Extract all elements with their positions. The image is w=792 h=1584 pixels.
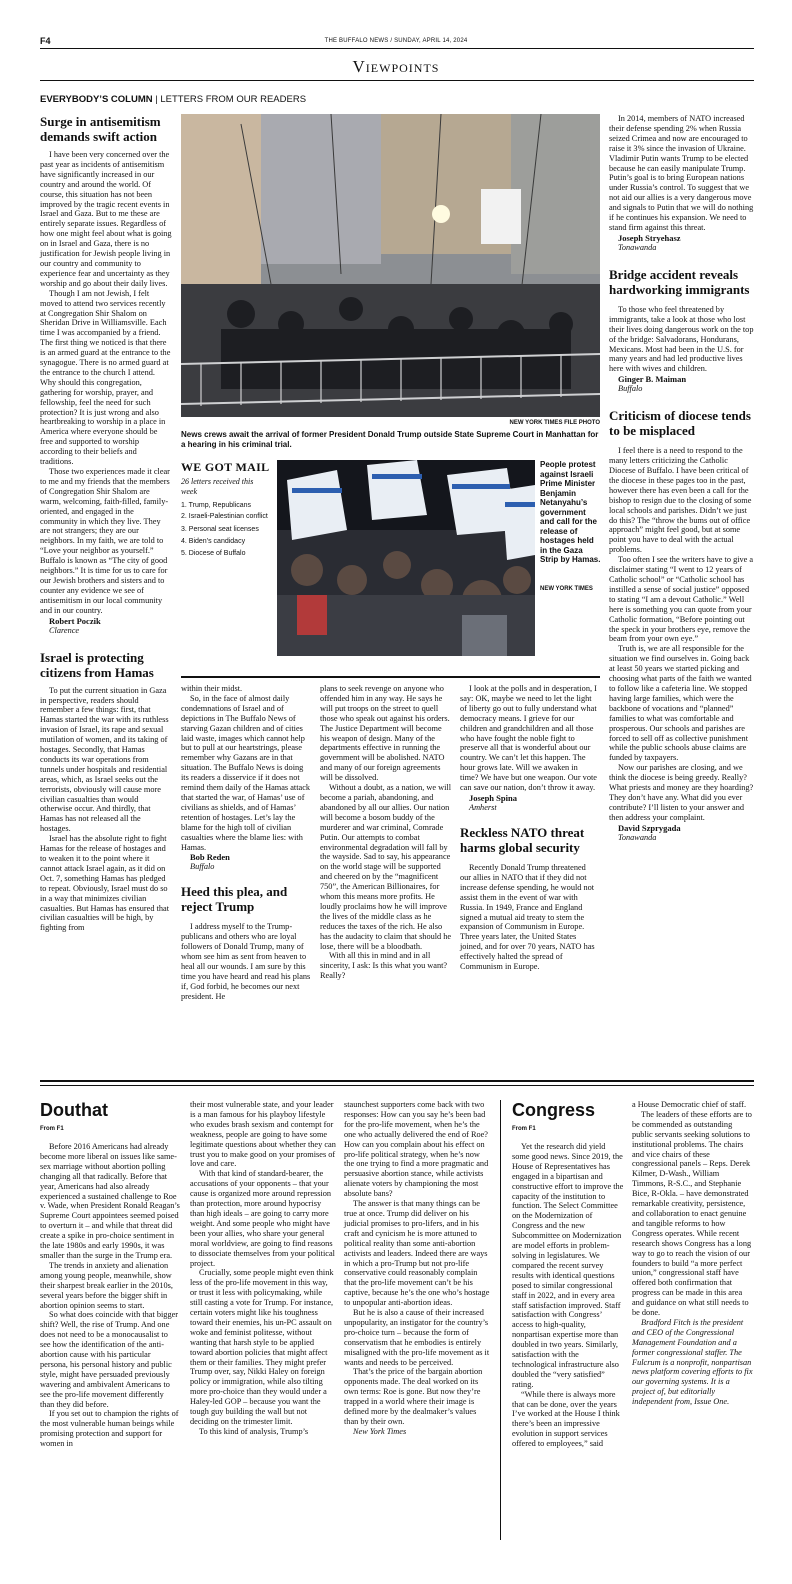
letter-body xyxy=(181,922,313,1001)
letter-body xyxy=(460,863,598,972)
paragraph: But he is also a cause of their increased unpopularity, an instigator for the country’s pro-choice turn – because the form of conservatism that he embodies is entirely misaligned with the pro-life movement as it wants and needs to be perceived. xyxy=(344,1308,490,1367)
mail-subtitle: 26 letters received this week xyxy=(181,477,254,496)
paragraph: I have been very concerned over the past year as incidents of antisemitism have significantly increased in our country and around the world. Of course, this situation has not been improved by the tragic recent events in Israel and Gaza. But to me these are entirely separate issues. Regardless of how one might feel about what is going on in Israel and Gaza, there is no justification for Jewish people living in our country and community to experience fear and uncertainty as they worship and go about their daily lives. xyxy=(40,150,172,288)
paragraph: staunchest supporters come back with two responses: How can you say he’s been bad for the pro-life movement, when he’s the one who actually delivered the end of Roe? How can you complain about his effect on pro-life political strategy, when he’s now the one trying to find a more pragmatic and persuasive abortion stance, while activists alienate voters by championing the most absolute bans? xyxy=(344,1100,489,1199)
paragraph: With that kind of standard-bearer, the accusations of your opponents – that your cause is organized more around repression than protection, more around hypocrisy than high ideals – are going to carry more weight. And some people who might have been your allies, who share your general moral worldview, are going to find reasons to dissociate themselves from your political project. xyxy=(190,1169,335,1268)
author: Bob Reden xyxy=(190,852,230,863)
protest-image xyxy=(277,460,535,656)
letter-continuation xyxy=(181,684,313,1002)
letter-body xyxy=(320,684,452,981)
paragraph: If you set out to champion the rights of the most vulnerable human beings while promising protection and support for women in xyxy=(40,1409,179,1449)
letter-body xyxy=(609,305,754,374)
paragraph: The leaders of these efforts are to be commended as outstanding public servants seeking solutions to institutional problems. The chairs and vice chairs of these congressional panels – Reps. Derek Kilmer, D-Wash., William Timmons, R-S.C., and Stephanie Bice, R-Okla. – have demonstrated remarkable creativity, persistence, and collaboration to enact genuine and tangible reforms to how Congress operates. While recent research shows Congress has a long way to go to reach the vision of our founders to build “a more perfect union,” congressional staff have offered both confirmation that progress can be made in this area and guidance on what still needs to be done. xyxy=(632,1109,752,1318)
paragraph: Recently Donald Trump threatened our allies in NATO that if they did not increase defense spending, he would not assist them in the event of war with Russia. In 1949, France and England signed a mutual aid treaty to stem the expansion of Communism in Europe. Three years later, the United States joined, and for over 70 years, NATO has effectively halted the spread of Communism in Europe. xyxy=(460,862,595,972)
protest-credit: NEW YORK TIMES xyxy=(540,586,593,592)
headline: Reckless NATO threat harms global security xyxy=(460,824,585,855)
letter-heed-end xyxy=(460,684,598,972)
mail-box xyxy=(181,460,271,560)
list-item: 1. Trump, Republicans xyxy=(181,502,252,509)
letter-body xyxy=(609,446,754,822)
section-title: Viewpoints xyxy=(352,57,440,76)
town: Buffalo xyxy=(190,862,215,872)
paragraph: Before 2016 Americans had already become more liberal on issues like same-sex marriage without abortion polling changing all that radically. Before that year, Americans had also already experienced a sustained challenge to Roe v. Wade, when President Ronald Reagan’s Supreme Court appointees seemed poised to overturn it – and while that threat did create a spike in pro-choice sentiment in the late 1980s and early 1990s, it was smaller than the surge in the Trump era. xyxy=(40,1142,180,1260)
letter-body xyxy=(40,150,172,616)
list-item: 5. Diocese of Buffalo xyxy=(181,550,246,557)
congress-col-2 xyxy=(632,1100,754,1407)
author: Joseph Stryehasz xyxy=(618,232,681,243)
town: Tonawanda xyxy=(618,242,657,252)
paragraph: plans to seek revenge on anyone who offended him in any way. He says he will put troops on the street to quell those who speak out against his orders. The Justice Department will become his weapon of design. Many of the departments effective in running the government will be abolished. NATO and many of our foreign agreements will be dissolved. xyxy=(320,684,450,783)
douthat-jump: From F1 xyxy=(40,1126,64,1132)
trump-court-photo xyxy=(181,114,600,417)
congress-headline: Congress xyxy=(512,1100,596,1120)
paragraph: their most vulnerable state, and your leader is a man famous for his playboy lifestyle who exudes brash sexism and contempt for weakness, people are going to have some legitimate questions about whether they can trust you to make good on your promises of love and care. xyxy=(190,1100,336,1169)
dateline: THE BUFFALO NEWS / SUNDAY, APRIL 14, 2024 xyxy=(324,38,468,44)
list-item: 4. Biden’s candidacy xyxy=(181,538,246,545)
paragraph: I feel there is a need to respond to the many letters criticizing the Catholic Diocese of Buffalo. I have been critical of the diocese in these pages too in the past, however there has even been a call for the bishop to resign due to the closing of some local schools and parishes. Didn’t we just do this? The “throw the bums out of office approach” might feel good, but at some point you have to deal with the actual problems. xyxy=(609,446,752,555)
author: Ginger B. Maiman xyxy=(618,374,687,385)
congress-col-1 xyxy=(512,1142,624,1449)
list-item: 3. Personal seat licenses xyxy=(181,526,259,533)
paragraph: To this kind of analysis, Trump’s xyxy=(199,1426,309,1436)
list-item: 2. Israeli-Palestinian conflict xyxy=(181,513,268,520)
photo-credit: NEW YORK TIMES FILE PHOTO xyxy=(509,420,600,426)
paragraph: The trends in anxiety and alienation among young people, meanwhile, show their sharpest break earlier in the 2010s, several years before the bigger shift in abortion opinion seems to start. xyxy=(40,1260,173,1310)
news-crews-image xyxy=(181,114,600,417)
headline: Heed this plea, and reject Trump xyxy=(181,884,288,915)
page-number: F4 xyxy=(40,36,51,46)
headline: Israel is protecting citizens from Hamas xyxy=(40,649,154,680)
town: Tonawanda xyxy=(618,832,657,842)
paragraph: Crucially, some people might even think less of the pro-life movement in this way, or trust it less with policymaking, while still casting a vote for Trump. For instance, certain voters might like his toughness toward their enemies, his un-PC assault on woke and feminist politesse, without wanting that harsh style to be applied toward abortion policies that might affect them or their families. They might prefer Trump over, say, Nikki Haley on foreign policy or immigration, while also tilting more pro-choice than they would under a Haley-led GOP – because you want the tough guy building the wall but not deciding on the trimester limit. xyxy=(190,1268,334,1426)
town: Buffalo xyxy=(618,384,643,394)
letter-antisemitism xyxy=(40,114,172,933)
mail-topics xyxy=(181,500,271,560)
letter-body xyxy=(40,686,172,934)
douthat-byline: New York Times xyxy=(353,1426,407,1436)
paragraph: That’s the price of the bargain abortion opponents made. The deal worked on its own terms: Roe is gone. But now they’re trapped in a world where their image is defined more by the dealmaker’s values than by their own. xyxy=(344,1367,483,1426)
paragraph: Too often I see the writers have to give a disclaimer stating “I went to 12 years of Catholic school” or “Catholic school has instilled a sense of social justice” opposed to stating “I am a devout Catholic.” Well here is something you can quote from your Catholic formation, “Before pointing out the speck in your brothers eye, remove the beam from your own eye.” xyxy=(609,555,754,644)
paragraph: Those two experiences made it clear to me and my friends that the members of Congregation Shir Shalom are warm, welcoming, faith-filled, family-oriented, and engaged in the community in which they live. They are not strangers; they are our neighbors. In my faith, we are told to “Love your neighbor as yourself.” Buffalo is known as “The city of good neighbors.” It is time for us to care for our Jewish brothers and sisters and to counter any evidence we see of antisemitism in our local community and in our country. xyxy=(40,467,170,615)
headline: Surge in antisemitism demands swift action xyxy=(40,114,161,144)
author: David Szprygada xyxy=(618,822,681,833)
letter-body xyxy=(609,114,754,233)
congress-jump: From F1 xyxy=(512,1126,536,1132)
headline: Criticism of diocese tends to be misplaced xyxy=(609,408,751,439)
paragraph: So, in the face of almost daily condemnations of Israel and of depictions in The Buffalo News of starving Gazan children and of cities laid waste, images which cannot help but to pull at our heartstrings, please remember why Gazans are in that situation. The Buffalo News is doing its readers a disservice if it does not remind them daily of the Hamas attack that started the war, of Hamas’ use of civilians as shields, and of Hamas’ retention of hostages. Let’s lay the blame for the high toll of civilian casualties where the blame lies: with Hamas. xyxy=(181,693,311,852)
paragraph: In 2014, members of NATO increased their defense spending 2% when Russia seized Crimea and now are encouraged to raise it 3% since the invasion of Ukraine. Vladimir Putin wants Trump to be elected because he can easily manipulate Trump. Putin’s goal is to bring European nations under Russia’s control. To suggest that we not aid our allies is a very dangerous move and signals to Putin that we will do nothing if he continues his expansion. We need to stand firm against this threat. xyxy=(609,114,754,232)
douthat-col-2 xyxy=(190,1100,336,1437)
paragraph: Truth is, we are all responsible for the situation we find ourselves in. Going back at least 50 years we started picking and choosing what parts of the faith we wanted to follow like a cafeteria line. We stopped having large families, which were the backbone of vocations and “planned” families to what was comfortable and prosperous. Our schools and parishes are forced to sell off as collective punishment while the public schools abuse claims are funded by taxpayers. xyxy=(609,644,752,763)
paragraph: To put the current situation in Gaza in perspective, readers should remember a few things: first, that Hamas started the war with its ruthless invasion of Israel, its rape and sexual mutilation of women, and its taking of hostages. Secondly, that Hamas conducts its war operations from tunnels under hospitals and residential areas, which, as Israel seeks out the terrorists, obviously will cause more civilian casualties than would otherwise occur. And thirdly, that Hamas has not released all the hostages. xyxy=(40,685,169,834)
paragraph: I address myself to the Trump-publicans and others who are loyal followers of Donald Trump, many of whom see him as sent from heaven to heal all our wounds. I am sure by this time you have heard and read his plans if, God forbid, he becomes our next president. He xyxy=(181,922,311,1001)
paragraph: With all this in mind and in all sincerity, I ask: Is this what you want? Really? xyxy=(320,951,448,981)
author: Robert Poczik xyxy=(49,615,101,626)
paragraph: within their midst. xyxy=(181,684,243,693)
protest-cutline: People protest against Israeli Prime Minister Benjamin Netanyahu’s government and call for the release of hostages held in the Gaza Strip by Hamas. xyxy=(540,460,601,564)
author: Joseph Spina xyxy=(469,792,517,803)
paragraph: I look at the polls and in desperation, I say: OK, maybe we need to let the light of liberty go out to fully understand what democracy means. I grieve for our children and grandchildren and all those who have fought the noble fight to preserve all that is wonderful about our country. We can’t let this happen. The hour grows late. Will we awaken in time? We have but one weapon. Our vote can save our nation, don’t throw it away. xyxy=(460,684,597,793)
paragraph: The answer is that many things can be true at once. Trump did deliver on his judicial promises to pro-lifers, and in his craft and cynicism he is more attuned to political reality than some anti-abortion activists and leaders. Indeed there are ways in which a pro-Trump but not pro-life conservative could reasonably complain that the pro-life movement can’t be his captive, because he’s the one who’s hostage to unpopular anti-abortion ideas. xyxy=(344,1199,490,1308)
letter-body xyxy=(181,684,313,852)
douthat-col-3 xyxy=(344,1100,490,1437)
right-column xyxy=(609,114,754,843)
letter-body xyxy=(460,684,598,793)
author-tagline: Bradford Fitch is the president and CEO of the Congressional Management Foundation and a former congressional staffer. The Fulcrum is a nonprofit, nonpartisan news platform covering efforts to fix our governing systems. It is a project of, but editorially independent from, Issue One. xyxy=(632,1317,753,1407)
douthat-headline: Douthat xyxy=(40,1100,108,1120)
paragraph: a House Democratic chief of staff. xyxy=(632,1100,747,1109)
paragraph: So what does coincide with that bigger shift? Well, the rise of Trump. And one does not need to be a monocausalist to see how the identification of the anti-abortion cause with his particular persona, his personal history and public style, might have persuaded previously wavering and ambivalent Americans to see the pro-life movement differently than they did before. xyxy=(40,1310,179,1409)
town: Amherst xyxy=(469,802,497,812)
letter-heed-cont xyxy=(320,684,452,981)
protest-photo xyxy=(277,460,535,656)
mail-title: WE GOT MAIL xyxy=(181,460,270,474)
paragraph: Israel has the absolute right to fight Hamas for the release of hostages and to weaken it to the point where it cannot attack Israel again, as it did on Oct. 7, something Hamas has pledged to repeat. Obviously, Israel must do so in a way that minimizes civilian casualties. But Hamas has ensured that civilian casualties will be high, by fighting from xyxy=(40,834,170,933)
paragraph: Yet the research did yield some good news. Since 2019, the House of Representatives has engaged in a bipartisan and constructive effort to improve the capacity of the institution to function. The Select Committee on the Modernization of Congress and the new Subcommittee on Modernization are model efforts in problem-solving in legislatures. We compared the recent survey results with identical questions posed to similar congressional staff in 2022, and in every area staff satisfaction improved. Staff satisfaction with Congress’ access to high-quality, nonpartisan expertise more than doubled in two years. Similarly, satisfaction with the technological infrastructure also doubled the “very satisfied” rating. xyxy=(512,1142,624,1389)
paragraph: Though I am not Jewish, I felt moved to attend two services recently at Congregation Shir Shalom on Sheridan Drive in Williamsville. Each time I was accompanied by a friend. The first thing we noticed is that there is an armed guard at the entrance to the synagogue. There is no armed guard at the entrance to the church I attend. Why should this congregation, gathering for worship, prayer, and fellowship, feel the need for such protection? It is just wrong and also heartbreaking to worship in a place in America where everyone should be free and supported to worship according to their beliefs and traditions. xyxy=(40,288,171,467)
paragraph: Without a doubt, as a nation, we will become a pariah, abandoning, and abandoned by all our allies. Our nation will become a bosom buddy of the murderer and war criminal, Comrade Putin. Our attempts to combat environmental degradation will fall by the wayside. Sad to say, his appearance on the world stage will be supported and cheered on by the “magnificent 750”, the American Billionaires, for whom this means more profits. He loudly proclaims how he will improve the lives of the middle class as he reduces the taxes of the rich. He also has the audacity to claim that should he lose, there will be a bloodbath. xyxy=(320,783,452,951)
column-name: EVERYBODY’S COLUMN | LETTERS FROM OUR READERS xyxy=(40,94,307,105)
paragraph: “While there is always more that can be done, over the years I’ve worked at the House I think there’s been an impressive evolution in support services offered to employees,” said xyxy=(512,1389,620,1449)
photo-cutline: News crews await the arrival of former President Donald Trump outside State Supreme Court in Manhattan for a hearing in his criminal trial. xyxy=(181,430,599,449)
douthat-col-1 xyxy=(40,1142,180,1449)
paragraph: Now our parishes are closing, and we think the diocese is being greedy. Really? What priests and money are they hoarding? They don’t have any. What did you ever contribute? I’ll listen to your answer and then address your complaint. xyxy=(609,763,754,822)
headline: Bridge accident reveals hardworking immigrants xyxy=(609,266,750,297)
paragraph: To those who feel threatened by immigrants, take a look at those who lost their lives doing dangerous work on the top of the bridge: Salvadorans, Hondurans, Mexicans. Most had been in the U.S. for many years and had led productive lives here with wives and children. xyxy=(609,304,754,374)
town: Clarence xyxy=(49,625,80,635)
